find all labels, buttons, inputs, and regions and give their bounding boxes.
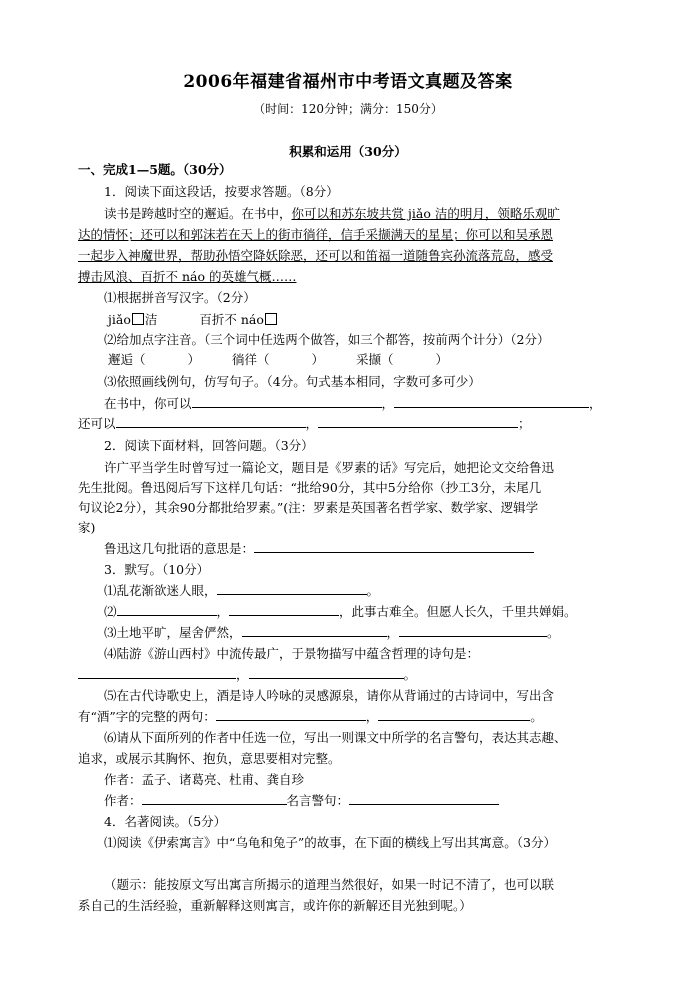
answer-line[interactable]	[242, 623, 387, 637]
answer-box[interactable]	[132, 313, 144, 325]
q3-s6-authors: 作者：孟子、诸葛亮、杜甫、龚自珍	[104, 772, 305, 787]
page-title: 2006年福建省福州市中考语文真题及答案	[183, 72, 513, 92]
exam-time-score: （时间：120分钟；满分：150分）	[253, 102, 443, 116]
q2-ask: 鲁迅这几句批语的意思是：	[104, 539, 534, 559]
q3-s3: ⑶土地平旷，屋舍俨然， ， 。	[104, 625, 560, 640]
q3-s2: ⑵ ， ，此事古难全。但愿人长久，千里共婵娟。	[104, 604, 577, 619]
q2-line-1: 许广平当学生时曾写过一篇论文，题目是《罗素的话》写完后，她把论文交给鲁迅	[104, 460, 555, 475]
answer-line[interactable]	[78, 665, 236, 679]
answer-line[interactable]	[394, 394, 589, 408]
q1-passage-line-2: 达的情怀；还可以和郭沫若在天上的街市徜徉，信手采撷满天的星星；你可以和吴承恩	[78, 227, 554, 242]
q1-sub3-line-2: 还可以 ， ；	[78, 416, 531, 431]
answer-line[interactable]	[318, 414, 518, 428]
answer-line[interactable]	[378, 707, 530, 721]
answer-line[interactable]	[116, 414, 306, 428]
q4-prompt: 4．名著阅读。（5分）	[104, 814, 227, 829]
answer-line[interactable]	[142, 791, 287, 805]
q3-prompt: 3．默写。（10分）	[104, 562, 210, 577]
answer-line[interactable]	[117, 602, 217, 616]
answer-line[interactable]	[399, 623, 547, 637]
q2-line-4: 家)	[78, 520, 96, 535]
q3-s1: ⑴乱花渐欲迷人眼， 。	[104, 583, 380, 598]
q1-sub3: ⑶依照画线例句，仿写句子。（4分。句式基本相同，字数可多可少）	[104, 374, 481, 389]
answer-line[interactable]	[254, 539, 534, 553]
answer-line[interactable]	[192, 394, 382, 408]
q2-line-3: 句议论2分），其余90分都批给罗素。”(注：罗素是英国著名哲学家、数学家、逻辑学	[78, 500, 539, 515]
q3-s4-answer: ， 。	[78, 665, 416, 685]
q2-line-2: 先生批阅。鲁迅阅后写下这样几句话：“批给90分，其中5分给你（抄工3分，未尾几	[78, 480, 542, 495]
q3-s5-line-1: ⑸在古代诗歌史上，酒是诗人吟咏的灵感源泉，请你从背诵过的古诗词中，写出含	[104, 688, 555, 703]
q2-prompt: 2．阅读下面材料，回答问题。（3分）	[104, 438, 314, 453]
q1-passage-line-4: 搏击风浪、百折不 náo 的英雄气概……	[78, 269, 297, 284]
answer-line[interactable]	[249, 665, 404, 679]
q1-passage-line-1: 读书是跨越时空的邂逅。在书中，你可以和苏东坡共赏 jiǎo 洁的明月，领略乐观旷	[104, 206, 560, 221]
answer-line[interactable]	[349, 791, 499, 805]
q3-s6-answer: 作者： 名言警句：	[104, 791, 499, 811]
answer-line[interactable]	[229, 602, 339, 616]
q1-sub2-words: 邂逅（ ） 徜徉（ ） 采撷（ ）	[108, 352, 449, 367]
q3-s6-line-2: 追求，或展示其胸怀、抱负，意思要相对完整。	[78, 751, 341, 766]
q1-sub1: ⑴根据拼音写汉字。（2分）	[104, 290, 256, 305]
answer-box[interactable]	[265, 313, 277, 325]
answer-line[interactable]	[216, 707, 366, 721]
q3-s6-line-1: ⑹请从下面所列的作者中任选一位，写出一则课文中所学的名言警句，表达其志趣、	[104, 730, 567, 745]
q1-passage-line-3: 一起步入神魔世界，帮助孙悟空降妖除恶，还可以和笛福一道随鲁宾孙流落荒岛，感受	[78, 248, 554, 263]
q1-sub3-line-1: 在书中，你可以 ， ，	[104, 396, 602, 411]
answer-line[interactable]	[217, 581, 367, 595]
q4-hint-line-1: （题示：能按原文写出寓言所揭示的道理当然很好，如果一时记不清了，也可以联	[104, 877, 555, 892]
q3-s5-line-2: 有“酒”字的完整的两句： ， 。	[78, 709, 543, 724]
q1-sub2: ⑵给加点字注音。（三个词中任选两个做答，如三个都答，按前两个计分）（2分）	[104, 332, 550, 347]
part-heading: 一、完成1—5题。（30分）	[78, 162, 232, 177]
q1-sub1-words: jiǎo 洁 百折不 náo	[108, 310, 278, 330]
q3-s4: ⑷陆游《游山西村》中流传最广，于景物描写中蕴含哲理的诗句是：	[104, 646, 480, 661]
section-title: 积累和运用（30分）	[289, 144, 407, 159]
q1-prompt: 1．阅读下面这段话，按要求答题。（8分）	[104, 184, 339, 199]
q4-hint-line-2: 系自己的生活经验，重新解释这则寓言，或许你的新解还目光独到呢。）	[78, 898, 472, 913]
q4-sub1: ⑴阅读《伊索寓言》中“乌龟和兔子”的故事，在下面的横线上写出其寓意。（3分）	[104, 835, 556, 850]
